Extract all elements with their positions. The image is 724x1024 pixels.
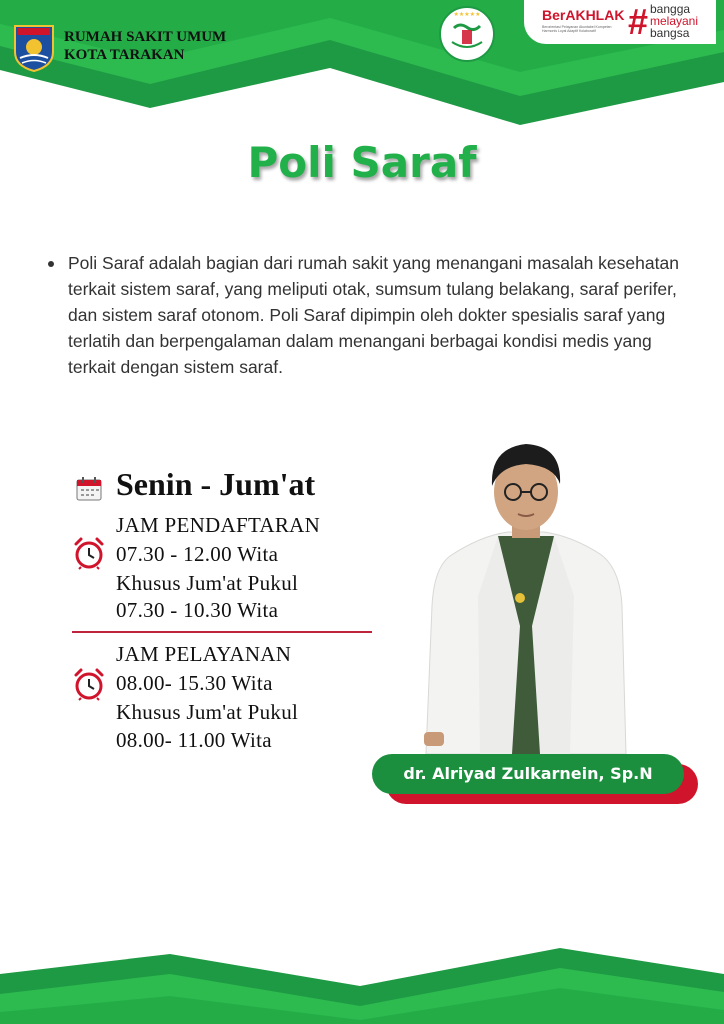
description <box>48 250 688 380</box>
page-title: Poli Saraf <box>247 138 477 187</box>
registration-friday-label: Khusus Jum'at Pukul <box>116 571 299 595</box>
alarm-clock-icon <box>72 536 106 570</box>
registration-hours: 07.30 - 12.00 Wita <box>116 542 279 566</box>
alarm-clock-icon <box>72 667 106 701</box>
hospital-name-line1: RUMAH SAKIT UMUM <box>64 29 227 45</box>
hash-icon: # <box>628 1 649 42</box>
doctor-photo <box>420 436 632 754</box>
hospital-name-line2: KOTA TARAKAN <box>64 47 185 63</box>
calendar-icon <box>76 477 102 501</box>
svg-text:★★★★★: ★★★★★ <box>453 11 481 18</box>
registration-friday-hours: 07.30 - 10.30 Wita <box>116 598 279 622</box>
service-heading: JAM PELAYANAN <box>116 642 292 666</box>
service-friday-hours: 08.00- 11.00 Wita <box>116 728 272 752</box>
tagline-line1: bangga <box>650 2 691 16</box>
city-crest-icon <box>12 22 56 72</box>
hospital-name <box>64 28 226 64</box>
tagline-line2: melayani <box>650 14 699 28</box>
accreditation-badge-icon <box>438 2 496 66</box>
berakhlak-logo <box>524 0 716 44</box>
bangga-melayani-bangsa <box>650 3 698 39</box>
berakhlak-subtitle: Berorientasi Pelayanan Akuntabel Kompeten Harmonis Loyal Adaptif Kolaboratif <box>542 25 612 33</box>
bullet-icon <box>48 261 54 267</box>
description-text: Poli Saraf adalah bagian dari rumah sakit yang menangani masalah kesehatan terkait sistem saraf, yang meliputi otak, sumsum tulang belakang, saraf perifer, dan sistem saraf otonom. Poli Saraf dipimpin oleh dokter spesialis saraf yang terlatih dan berpengalaman dalam menangani berbagai kondisi medis yang terkait dengan sistem saraf. <box>68 253 679 377</box>
registration-heading: JAM PENDAFTARAN <box>116 513 321 537</box>
footer-background <box>0 944 724 1024</box>
divider <box>72 631 372 633</box>
tagline-line3: bangsa <box>650 26 690 40</box>
service-friday-label: Khusus Jum'at Pukul <box>116 700 299 724</box>
doctor-name-badge: dr. Alriyad Zulkarnein, Sp.N <box>372 754 684 794</box>
berakhlak-title: BerAKHLAK <box>542 7 625 23</box>
service-hours: 08.00- 15.30 Wita <box>116 671 273 695</box>
schedule-days: Senin - Jum'at <box>116 466 316 502</box>
